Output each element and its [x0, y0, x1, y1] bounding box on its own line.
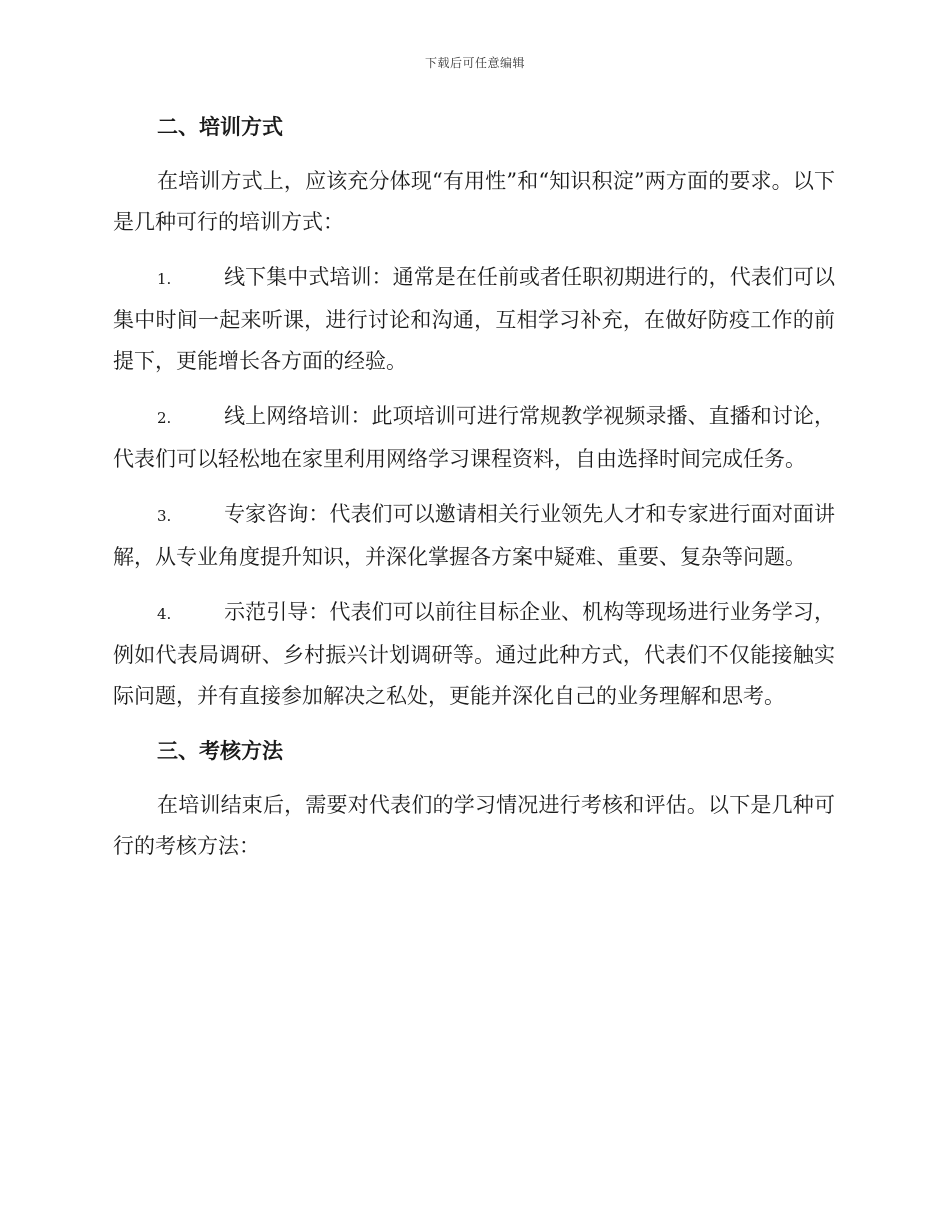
list-item-number: 2.: [157, 409, 172, 427]
list-item-text: 专家咨询：代表们可以邀请相关行业领先人才和专家进行面对面讲解，从专业角度提升知识，并深化掌握各方案中疑难、重要、复杂等问题。: [113, 502, 835, 569]
list-item-number: 4.: [157, 605, 172, 623]
list-item: [113, 257, 835, 382]
section-intro-training-methods: 在培训方式上，应该充分体现“有用性”和“知识积淀”两方面的要求。以下是几种可行的培训方式：: [113, 169, 835, 234]
document-body: [113, 107, 835, 881]
list-item-text: 线下集中式培训：通常是在任前或者任职初期进行的，代表们可以集中时间一起来听课，进行讨论和沟通，互相学习补充，在做好防疫工作的前提下，更能增长各方面的经验。: [113, 265, 835, 373]
list-item: [113, 494, 835, 578]
list-item: [113, 396, 835, 480]
section-heading-training-methods: 二、培训方式: [157, 115, 283, 139]
list-item-number: 3.: [157, 507, 172, 525]
page-header: 下载后可任意编辑: [424, 56, 525, 70]
list-item-text: 示范引导：代表们可以前往目标企业、机构等现场进行业务学习，例如代表局调研、乡村振兴计划调研等。通过此种方式，代表们不仅能接触实际问题，并有直接参加解决之私处，更能并深化自己的业务理解和思考。: [113, 600, 835, 708]
list-item: [113, 592, 835, 717]
list-item-text: 线上网络培训：此项培训可进行常规教学视频录播、直播和讨论，代表们可以轻松地在家里利用网络学习课程资料，自由选择时间完成任务。: [113, 404, 835, 471]
list-item-number: 1.: [157, 270, 172, 288]
section-intro-assessment-methods: 在培训结束后，需要对代表们的学习情况进行考核和评估。以下是几种可行的考核方法：: [113, 793, 835, 858]
section-heading-assessment-methods: 三、考核方法: [157, 739, 283, 763]
